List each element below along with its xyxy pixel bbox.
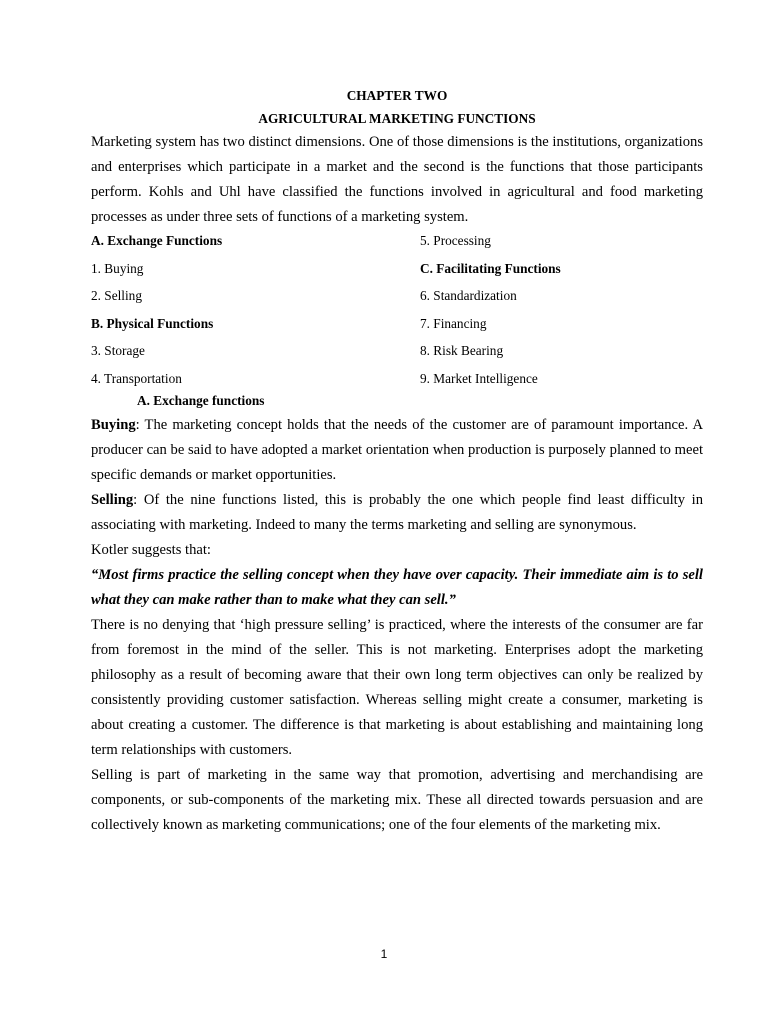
page-content [91, 86, 703, 838]
selling-paragraph [91, 488, 703, 538]
function-item: 7. Financing [420, 315, 487, 331]
function-item: 4. Transportation [91, 370, 182, 386]
function-item: B. Physical Functions [91, 315, 214, 331]
marketing-mix-paragraph: Selling is part of marketing in the same way that promotion, advertising and merchandising are components, or sub-components of the marketing mix. These all directed towards persuasion and are collectively known as marketing communications; one of the four elements of the marketing mix. [91, 766, 703, 833]
section-title: AGRICULTURAL MARKETING FUNCTIONS [258, 111, 536, 126]
function-item: C. Facilitating Functions [420, 260, 561, 276]
function-item: 1. Buying [91, 260, 144, 276]
selling-label: Selling [91, 491, 134, 508]
intro-paragraph: Marketing system has two distinct dimensions. One of those dimensions is the institutions, organizations and enterprises which participate in a market and the second is the functions that those participants perform. Kohls and Uhl have classified the functions involved in agricultural and food marketing processes as under three sets of functions of a marketing system. [91, 134, 703, 225]
function-item: 3. Storage [91, 343, 145, 359]
buying-paragraph [91, 413, 703, 488]
buying-text: : The marketing concept holds that the needs of the customer are of paramount importance. A producer can be said to have adopted a market orientation when production is purposely planned to meet specific demands or market opportunities. [91, 416, 703, 483]
function-item: 2. Selling [91, 288, 142, 304]
function-item: 5. Processing [420, 233, 491, 248]
high-pressure-paragraph: There is no denying that ‘high pressure selling’ is practiced, where the interests of the consumer are far from foremost in the mind of the seller. This is not marketing. Enterprises adopt the marketing philosophy as a result of becoming aware that their own long term objectives can only be realized by consistently providing customer satisfaction. Whereas selling might create a consumer, marketing is about creating a customer. The difference is that marketing is about establishing and maintaining long term relationships with customers. [91, 616, 703, 758]
function-item: 8. Risk Bearing [420, 343, 504, 359]
functions-left-column [91, 230, 420, 396]
selling-text: : Of the nine functions listed, this is probably the one which people find least difficulty in associating with marketing. Indeed to many the terms marketing and selling are synonymous. [91, 491, 703, 533]
functions-list [91, 230, 703, 396]
exchange-functions-subheading: A. Exchange functions [137, 392, 265, 408]
chapter-title: CHAPTER TWO [346, 88, 448, 103]
function-item: 6. Standardization [420, 288, 517, 304]
function-item: A. Exchange Functions [91, 233, 223, 248]
kotler-line: Kotler suggests that: [91, 541, 211, 558]
page-number: 1 [380, 947, 388, 961]
kotler-quote: “Most firms practice the selling concept when they have over capacity. Their immediate aim is to sell what they can make rather than to make what they can sell.” [91, 566, 703, 608]
buying-label: Buying [91, 416, 136, 433]
functions-right-column [420, 230, 703, 396]
function-item: 9. Market Intelligence [420, 370, 538, 386]
